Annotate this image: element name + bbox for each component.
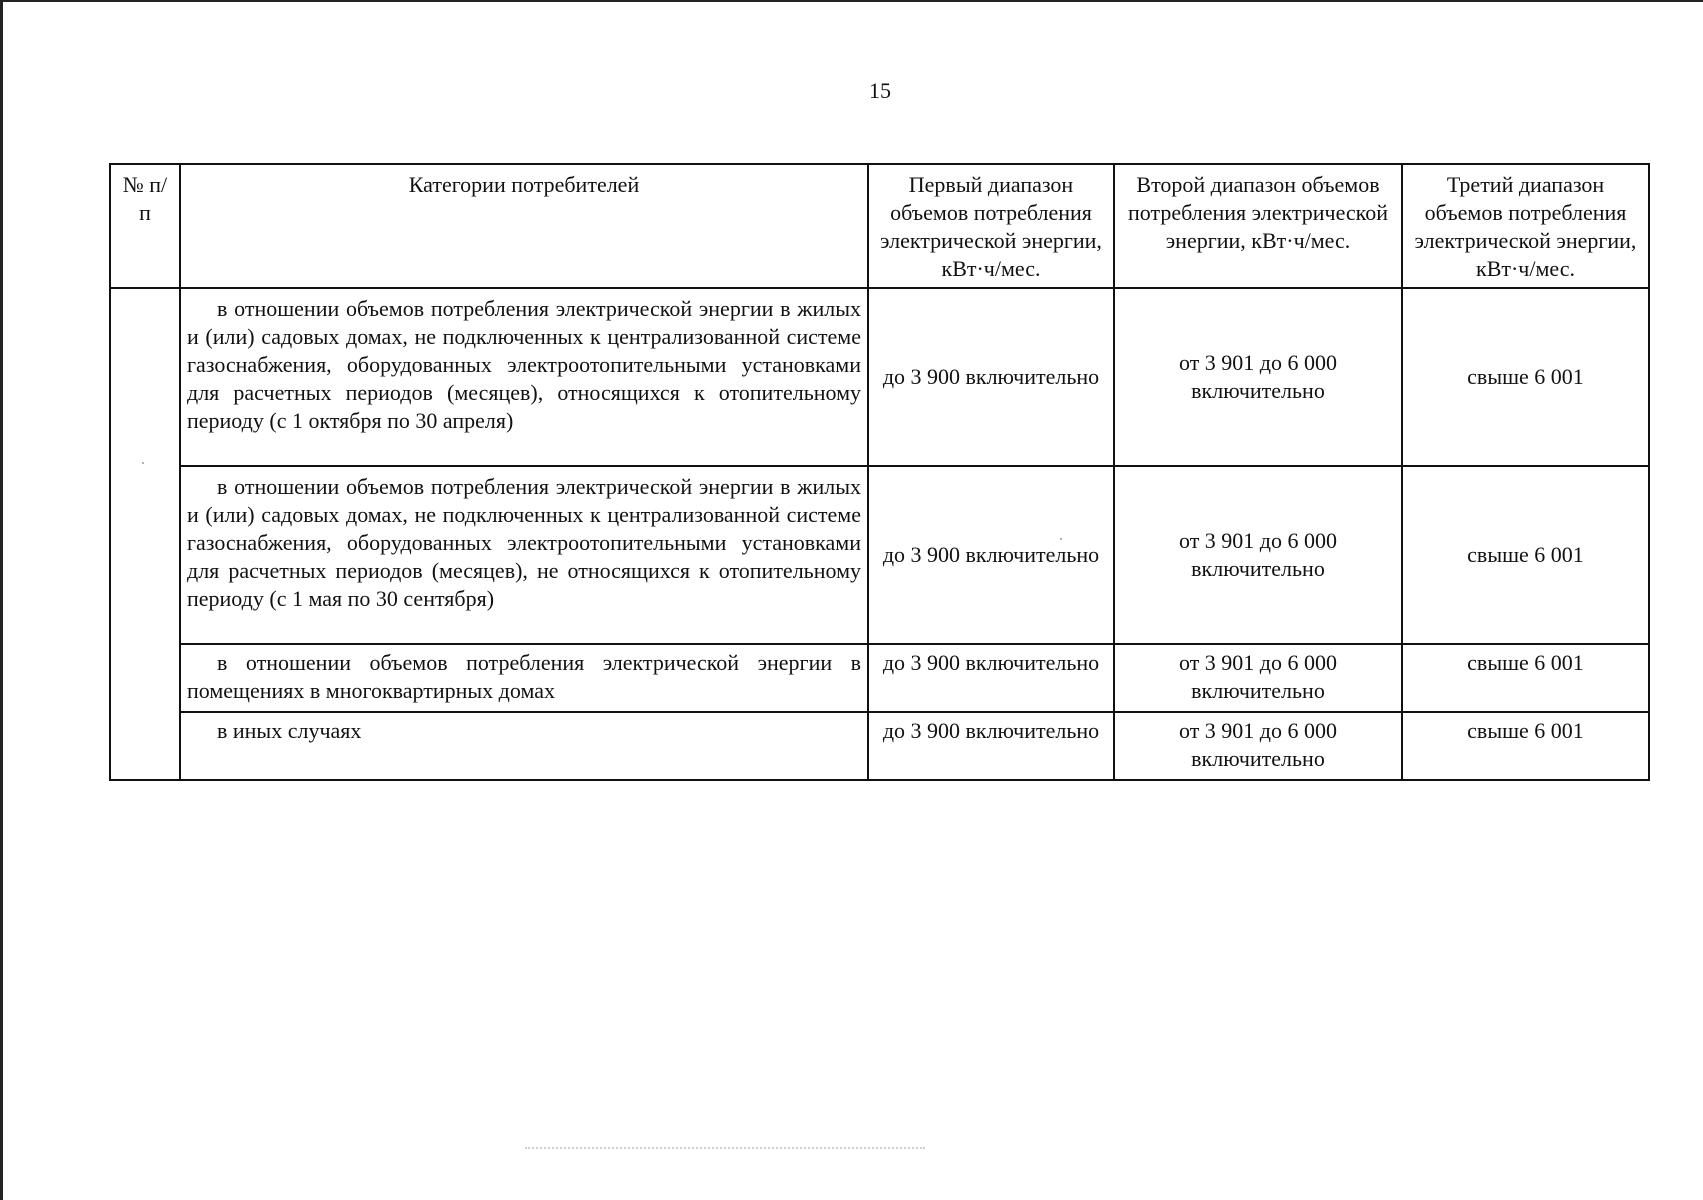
category-text: в отношении объемов потребления электрической энергии в жилых и (или) садовых домах, не подключенных к централизованной системе газоснабжения, оборудованных электроотопительными установками для расчетных периодов (месяцев), не относящихся к отопительному периоду (с 1 мая по 30 сентября) (187, 474, 861, 611)
header-num: № п/п (110, 164, 180, 288)
page-number: 15 (869, 78, 891, 103)
table-header-row (110, 164, 1649, 288)
range2-cell: от 3 901 до 6 000 включительно (1114, 288, 1402, 466)
range3-cell: свыше 6 001 (1402, 466, 1649, 644)
scan-edge-left (0, 0, 3, 1200)
category-text: в иных случаях (217, 718, 362, 743)
range2-cell: от 3 901 до 6 000 включительно (1114, 712, 1402, 780)
range3-cell: свыше 6 001 (1402, 288, 1649, 466)
range2-cell: от 3 901 до 6 000 включительно (1114, 466, 1402, 644)
category-cell (180, 466, 868, 644)
range3-cell: свыше 6 001 (1402, 712, 1649, 780)
table-row (110, 466, 1649, 644)
scan-edge-top (0, 0, 1703, 2)
header-range2: Второй диапазон объемов потребления электрической энергии, кВт·ч/мес. (1114, 164, 1402, 288)
row-number-cell (110, 288, 180, 780)
range1-cell: до 3 900 включительно (868, 712, 1114, 780)
scan-artifact-line (525, 1147, 925, 1149)
table-row (110, 712, 1649, 780)
tariff-range-table (109, 163, 1650, 781)
header-range3: Третий диапазон объемов потребления электрической энергии, кВт·ч/мес. (1402, 164, 1649, 288)
range3-cell: свыше 6 001 (1402, 644, 1649, 712)
header-category: Категории потребителей (180, 164, 868, 288)
category-text: в отношении объемов потребления электрической энергии в жилых и (или) садовых домах, не подключенных к централизованной системе газоснабжения, оборудованных электроотопительными установками для расчетных периодов (месяцев), относящихся к отопительному периоду (с 1 октября по 30 апреля) (187, 296, 861, 433)
header-range1: Первый диапазон объемов потребления электрической энергии, кВт·ч/мес. (868, 164, 1114, 288)
range2-cell: от 3 901 до 6 000 включительно (1114, 644, 1402, 712)
category-text: в отношении объемов потребления электрической энергии в помещениях в многоквартирных домах (187, 650, 861, 703)
range1-cell: до 3 900 включительно (868, 644, 1114, 712)
table-row (110, 288, 1649, 466)
scan-speck (1060, 538, 1062, 540)
category-cell (180, 644, 868, 712)
scan-speck (142, 462, 144, 464)
table-row (110, 644, 1649, 712)
category-cell (180, 712, 868, 780)
range1-cell: до 3 900 включительно (868, 466, 1114, 644)
category-cell (180, 288, 868, 466)
range1-cell: до 3 900 включительно (868, 288, 1114, 466)
